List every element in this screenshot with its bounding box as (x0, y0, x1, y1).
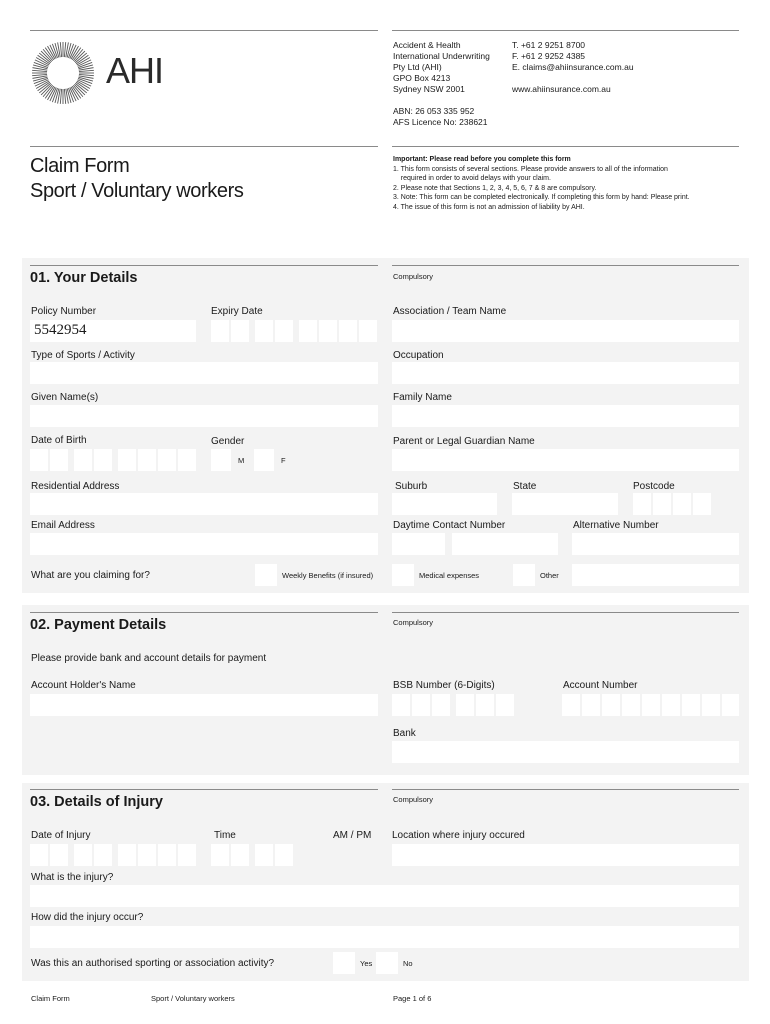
policy-number-input[interactable]: 5542954 (30, 320, 196, 342)
suburb-input[interactable] (392, 493, 497, 515)
dob-label: Date of Birth (31, 435, 87, 446)
injury-date-box[interactable] (158, 844, 176, 866)
title-rule-right (392, 146, 739, 147)
authorised-yes-label: Yes (360, 959, 373, 968)
footer-form-name: Claim Form (31, 994, 70, 1003)
injury-date-box[interactable] (178, 844, 196, 866)
address-label: Residential Address (31, 481, 120, 492)
injury-date-label: Date of Injury (31, 830, 91, 841)
state-input[interactable] (512, 493, 618, 515)
alt-number-label: Alternative Number (573, 520, 659, 531)
bsb-label: BSB Number (6-Digits) (393, 680, 495, 691)
given-names-input[interactable] (30, 405, 378, 427)
suburb-label: Suburb (395, 481, 428, 492)
expiry-date-label: Expiry Date (211, 306, 263, 317)
account-number-box[interactable] (562, 694, 580, 716)
title-rule-left (30, 146, 378, 147)
occupation-input[interactable] (392, 362, 739, 384)
dob-box[interactable] (30, 449, 48, 471)
injury-location-label: Location where injury occured (392, 830, 525, 841)
account-number-box[interactable] (702, 694, 720, 716)
footer-page-number: Page 1 of 6 (393, 994, 432, 1003)
policy-number-label: Policy Number (31, 306, 97, 317)
section2-rule-right (392, 612, 739, 613)
injury-location-input[interactable] (392, 844, 739, 866)
daytime-number-input[interactable] (452, 533, 558, 555)
account-number-box[interactable] (722, 694, 739, 716)
bsb-box[interactable] (392, 694, 410, 716)
ahi-logo-icon (26, 40, 102, 106)
occupation-label: Occupation (393, 350, 444, 361)
weekly-benefits-checkbox[interactable] (255, 564, 277, 586)
dob-box[interactable] (74, 449, 92, 471)
injury-date-box[interactable] (138, 844, 156, 866)
injury-time-box[interactable] (275, 844, 293, 866)
state-label: State (513, 481, 537, 492)
medical-expenses-checkbox[interactable] (392, 564, 414, 586)
injury-date-box[interactable] (118, 844, 136, 866)
important-heading: Important: Please read before you complete this form (393, 156, 571, 163)
gender-f-label: F (281, 456, 286, 465)
injury-time-box[interactable] (255, 844, 273, 866)
account-number-box[interactable] (662, 694, 680, 716)
company-fax: F. +61 2 9252 4385 (512, 51, 586, 61)
daytime-number-label: Daytime Contact Number (393, 520, 506, 531)
dob-box[interactable] (94, 449, 112, 471)
dob-box[interactable] (138, 449, 156, 471)
authorised-activity-label: Was this an authorised sporting or association activity? (31, 958, 275, 969)
expiry-date-box[interactable] (299, 320, 317, 342)
section2-rule-left (30, 612, 378, 613)
bsb-box[interactable] (496, 694, 514, 716)
postcode-box[interactable] (693, 493, 711, 515)
dob-box[interactable] (178, 449, 196, 471)
injury-date-box[interactable] (94, 844, 112, 866)
expiry-date-box[interactable] (359, 320, 377, 342)
association-label: Association / Team Name (393, 306, 507, 317)
family-name-input[interactable] (392, 405, 739, 427)
postcode-box[interactable] (653, 493, 671, 515)
bsb-box[interactable] (456, 694, 474, 716)
account-number-box[interactable] (682, 694, 700, 716)
company-contacts (512, 40, 634, 95)
header-rule-left (30, 30, 378, 31)
daytime-area-code-input[interactable] (392, 533, 445, 555)
authorised-yes-checkbox[interactable] (333, 952, 355, 974)
gender-label: Gender (211, 436, 245, 447)
dob-box[interactable] (50, 449, 68, 471)
bsb-box[interactable] (412, 694, 430, 716)
address-input[interactable] (30, 493, 378, 515)
association-input[interactable] (392, 320, 739, 342)
injury-time-box[interactable] (231, 844, 249, 866)
authorised-no-checkbox[interactable] (376, 952, 398, 974)
dob-box[interactable] (158, 449, 176, 471)
alt-number-input[interactable] (572, 533, 739, 555)
injury-time-label: Time (214, 830, 236, 841)
other-label: Other (540, 571, 559, 580)
dob-box[interactable] (118, 449, 136, 471)
injury-date-box[interactable] (50, 844, 68, 866)
expiry-date-box[interactable] (255, 320, 273, 342)
company-website: www.ahiinsurance.com.au (512, 84, 611, 94)
given-names-label: Given Name(s) (31, 392, 99, 403)
bank-input[interactable] (392, 741, 739, 763)
expiry-date-box[interactable] (231, 320, 249, 342)
postcode-box[interactable] (633, 493, 651, 515)
company-name: AHI (106, 50, 164, 91)
injury-time-box[interactable] (211, 844, 229, 866)
postcode-box[interactable] (673, 493, 691, 515)
injury-what-label: What is the injury? (31, 872, 114, 883)
footer-form-type: Sport / Voluntary workers (151, 994, 235, 1003)
weekly-benefits-label: Weekly Benefits (if insured) (282, 571, 374, 580)
other-input[interactable] (572, 564, 739, 586)
header-rule-right (392, 30, 739, 31)
injury-what-input[interactable] (30, 885, 739, 907)
company-registration: ABN: 26 053 335 952 AFS Licence No: 238621 (393, 106, 488, 127)
section3-title: 03. Details of Injury (30, 794, 163, 810)
injury-how-label: How did the injury occur? (31, 912, 144, 923)
injury-date-box[interactable] (30, 844, 48, 866)
authorised-no-label: No (403, 959, 413, 968)
section1-rule-right (392, 265, 739, 266)
injury-how-input[interactable] (30, 926, 739, 948)
payment-intro: Please provide bank and account details for payment (31, 653, 267, 664)
bsb-box[interactable] (432, 694, 450, 716)
expiry-date-box[interactable] (275, 320, 293, 342)
section1-compulsory: Compulsory (393, 272, 434, 281)
family-name-label: Family Name (393, 392, 452, 403)
account-holder-label: Account Holder's Name (31, 680, 136, 691)
injury-date-box[interactable] (74, 844, 92, 866)
claiming-label: What are you claiming for? (31, 570, 150, 581)
gender-m-label: M (238, 456, 245, 465)
account-number-label: Account Number (563, 680, 638, 691)
email-input[interactable] (30, 533, 378, 555)
guardian-label: Parent or Legal Guardian Name (393, 436, 535, 447)
important-notes: Important: Please read before you complete this form 1. This form consists of several sections. Please provide answers to all of the information required in order to avoid delays with your claim. 2. Please note that Sections 1, 2, 3, 4, 5, 6, 7 & 8 are compulsory. 3. Note: This form can be completed electronically. If completing this form by hand: Please print. 4. The issue of this form is not an admission of liability by AHI. (393, 155, 743, 212)
account-number-box[interactable] (582, 694, 600, 716)
bsb-box[interactable] (476, 694, 494, 716)
sports-label: Type of Sports / Activity (31, 350, 135, 361)
company-address: Accident & Health International Underwriting Pty Ltd (AHI) GPO Box 4213 Sydney NSW 2001 (393, 40, 490, 94)
bank-label: Bank (393, 728, 416, 739)
section3-rule-right (392, 789, 739, 790)
section1-rule-left (30, 265, 378, 266)
expiry-date-box[interactable] (339, 320, 357, 342)
section2-title: 02. Payment Details (30, 617, 167, 633)
section2-compulsory: Compulsory (393, 618, 434, 627)
other-checkbox[interactable] (513, 564, 535, 586)
account-number-box[interactable] (622, 694, 640, 716)
company-email: E. claims@ahiinsurance.com.au (512, 62, 634, 72)
postcode-label: Postcode (633, 481, 675, 492)
section3-compulsory: Compulsory (393, 795, 434, 804)
medical-expenses-label: Medical expenses (419, 571, 480, 580)
email-label: Email Address (31, 520, 95, 531)
sports-input[interactable] (30, 362, 378, 384)
account-holder-input[interactable] (30, 694, 378, 716)
form-title: Claim Form Sport / Voluntary workers (30, 155, 244, 202)
gender-f-checkbox[interactable] (254, 449, 274, 471)
gender-m-checkbox[interactable] (211, 449, 231, 471)
section1-title: 01. Your Details (30, 270, 138, 286)
ampm-label: AM / PM (333, 830, 372, 841)
company-phone: T. +61 2 9251 8700 (512, 40, 586, 50)
expiry-date-box[interactable] (319, 320, 337, 342)
guardian-input[interactable] (392, 449, 739, 471)
section3-rule-left (30, 789, 378, 790)
account-number-box[interactable] (602, 694, 620, 716)
account-number-box[interactable] (642, 694, 660, 716)
expiry-date-box[interactable] (211, 320, 229, 342)
